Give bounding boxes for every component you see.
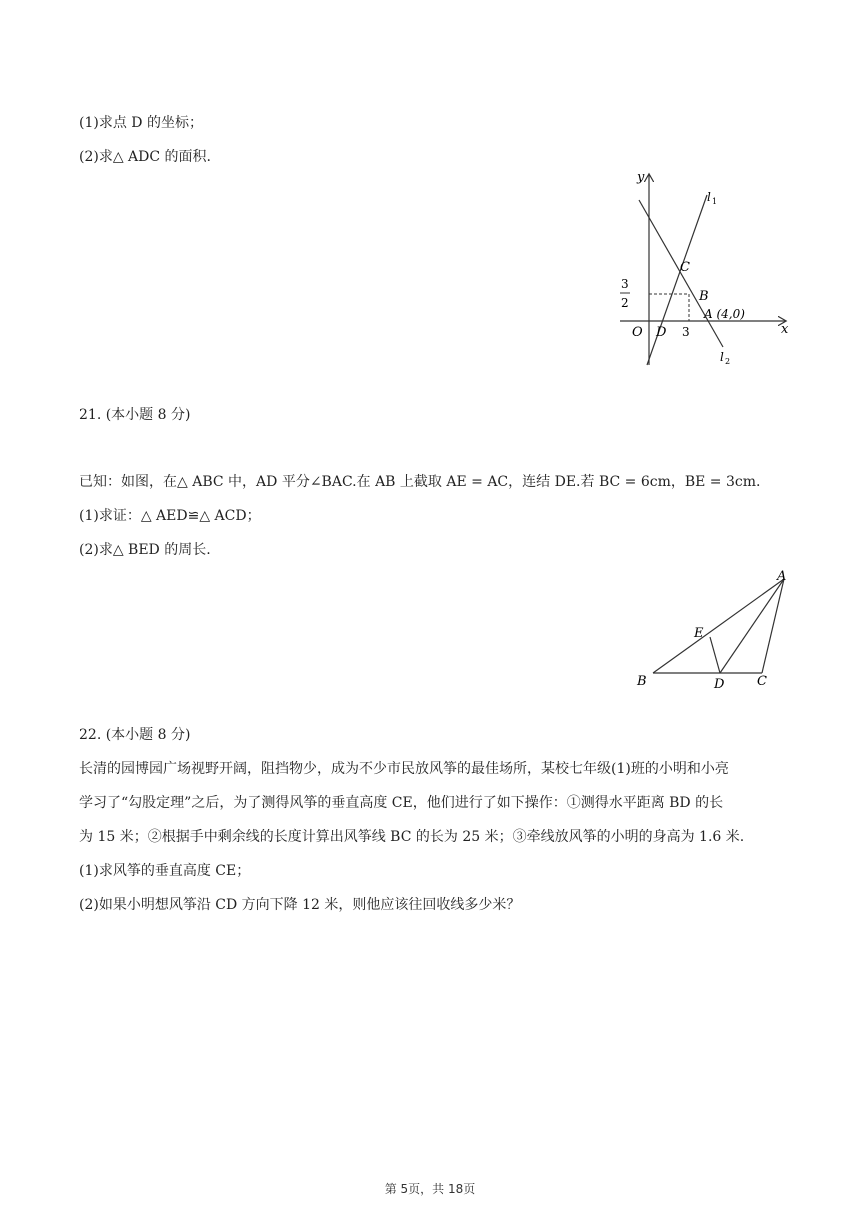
frac-num: 3: [621, 277, 629, 291]
q22-sub1: (1)求风筝的垂直高度 CE；: [79, 863, 251, 879]
side-AB: [653, 579, 784, 673]
q22-sub2: (2)如果小明想风筝沿 CD 方向下降 12 米，则他应该往回收线多少米？: [79, 897, 521, 913]
q21-sub2: (2)求△ BED 的周长.: [79, 542, 211, 558]
label-l1-sub: 1: [712, 197, 718, 206]
label-C: C: [757, 674, 767, 689]
q20-coordinate-figure: [615, 165, 795, 370]
label-D: D: [714, 677, 725, 692]
q22-line1: 长清的园博园广场视野开阔，阻挡物少，成为不少市民放风筝的最佳场所，某校七年级(1)班的小明和小亮: [79, 761, 729, 777]
label-E: E: [694, 626, 704, 641]
q20-sub2: (2)求△ ADC 的面积.: [79, 149, 211, 165]
q21-header: 21. (本小题 8 分): [79, 407, 191, 423]
label-l2: l: [720, 350, 724, 364]
label-B: B: [637, 674, 647, 689]
label-A: A (4,0): [704, 307, 745, 321]
label-C: C: [680, 260, 690, 275]
q21-triangle-figure: [630, 565, 800, 695]
label-y: y: [637, 170, 645, 185]
label-A: A: [777, 569, 787, 584]
q20-sub1: (1)求点 D 的坐标；: [79, 115, 203, 131]
label-B: B: [699, 289, 709, 304]
q22-header: 22. (本小题 8 分): [79, 727, 191, 743]
segment-AD: [720, 579, 784, 673]
frac-den: 2: [621, 296, 629, 310]
segment-ED: [710, 637, 720, 673]
q22-line3: 为 15 米；②根据手中剩余线的长度计算出风筝线 BC 的长为 25 米；③牵线放风筝的小明的身高为 1.6 米.: [79, 829, 745, 845]
label-x: x: [781, 322, 789, 337]
label-l1: l: [707, 190, 711, 204]
q22-line2: 学习了“勾股定理”之后，为了测得风筝的垂直高度 CE，他们进行了如下操作：①测得水平距离 BD 的长: [79, 795, 724, 811]
label-3: 3: [682, 325, 690, 339]
page-footer: 第 5页，共 18页: [384, 1182, 476, 1196]
label-O: O: [632, 325, 643, 340]
label-D: D: [656, 325, 667, 340]
q21-stem: 已知：如图，在△ ABC 中，AD 平分∠BAC.在 AB 上截取 AE = AC，连结 DE.若 BC = 6cm，BE = 3cm.: [79, 474, 761, 490]
q21-sub1: (1)求证：△ AED≌△ ACD；: [79, 508, 261, 524]
label-l2-sub: 2: [725, 357, 731, 366]
